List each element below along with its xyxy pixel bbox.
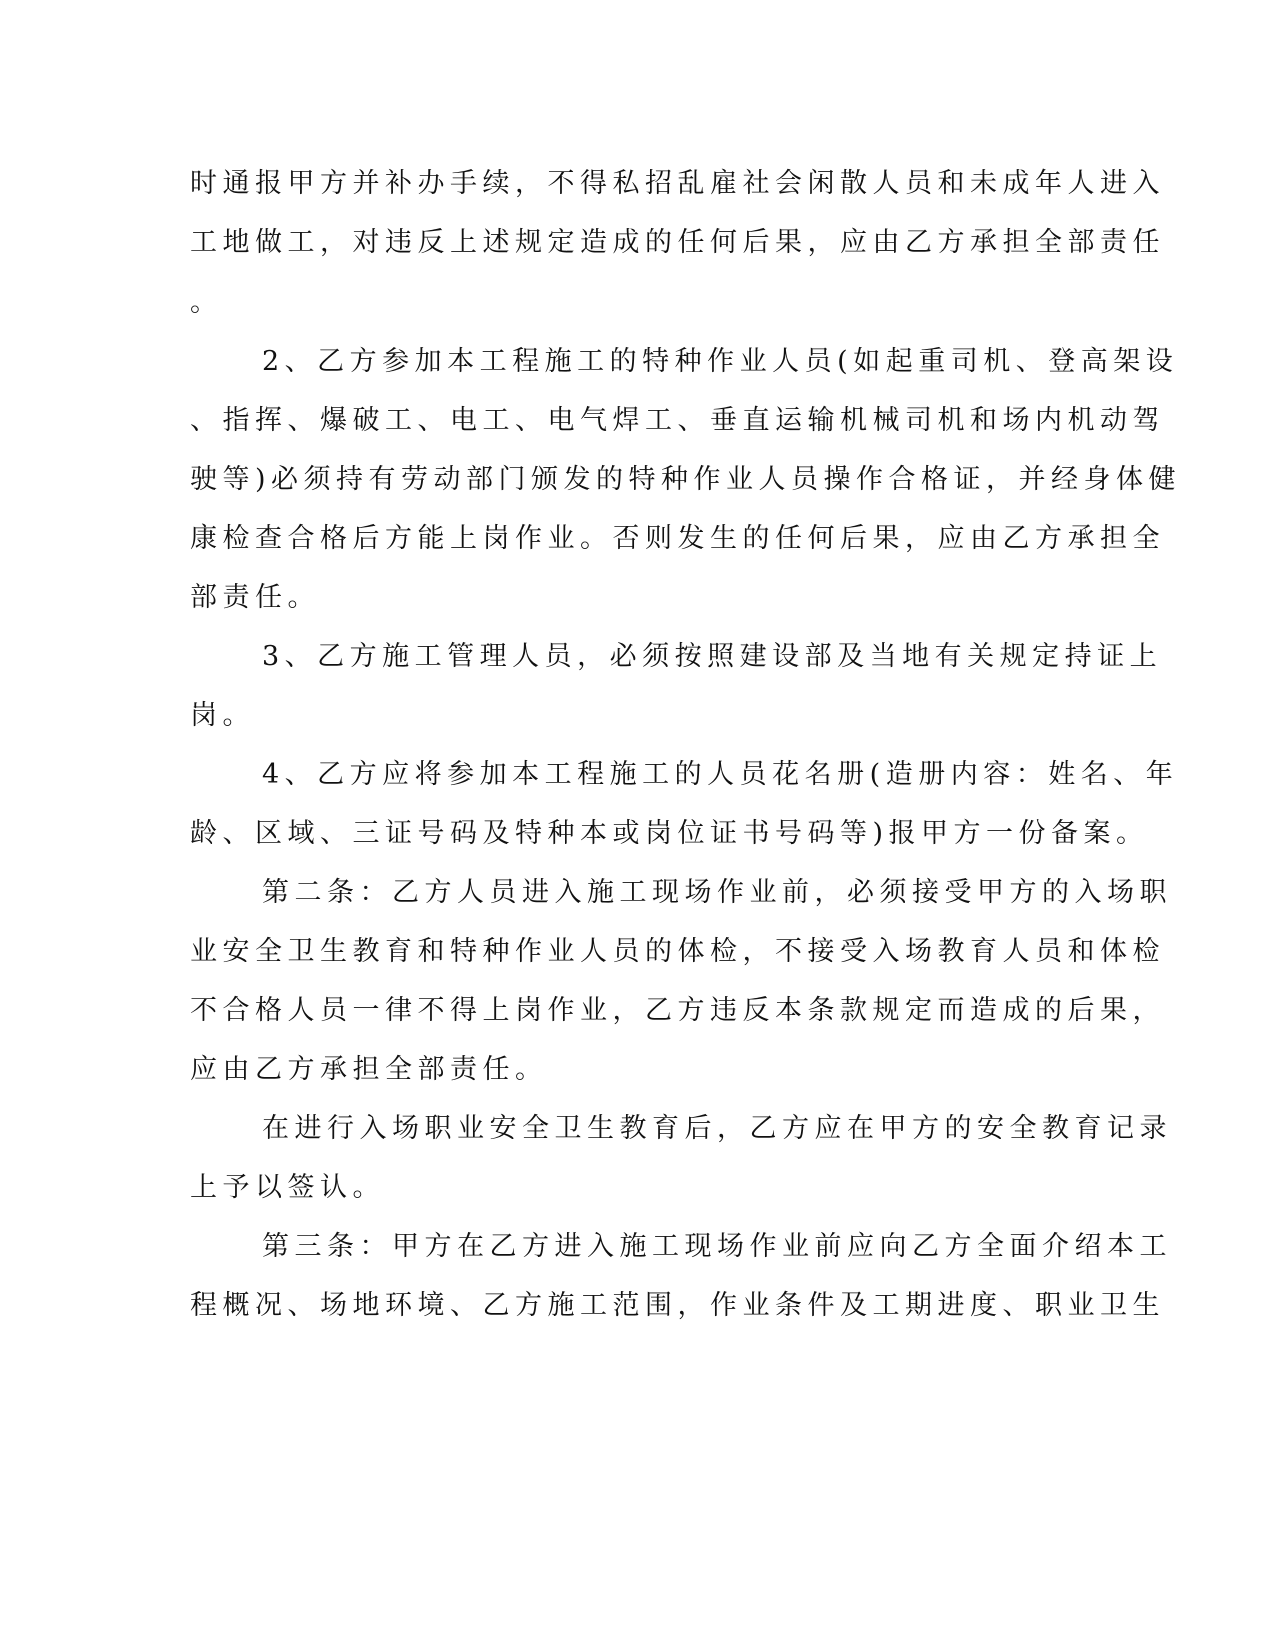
- text-line: 工地做工，对违反上述规定造成的任何后果，应由乙方承担全部责任: [190, 227, 1165, 258]
- text-line: 康检查合格后方能上岗作业。否则发生的任何后果，应由乙方承担全: [190, 523, 1165, 554]
- text-line: 、指挥、爆破工、电工、电气焊工、垂直运输机械司机和场内机动驾: [190, 405, 1165, 436]
- text-line: 。: [190, 287, 223, 318]
- text-line: 4、乙方应将参加本工程施工的人员花名册(造册内容：姓名、年: [262, 759, 1179, 790]
- text-line: 部责任。: [190, 582, 320, 613]
- text-line: 上予以签认。: [190, 1172, 385, 1203]
- text-line: 第三条：甲方在乙方进入施工现场作业前应向乙方全面介绍本工: [262, 1231, 1172, 1262]
- text-line: 龄、区域、三证号码及特种本或岗位证书号码等)报甲方一份备案。: [190, 818, 1149, 849]
- text-line: 时通报甲方并补办手续，不得私招乱雇社会闲散人员和未成年人进入: [190, 168, 1165, 199]
- text-line: 程概况、场地环境、乙方施工范围，作业条件及工期进度、职业卫生: [190, 1290, 1165, 1321]
- text-line: 不合格人员一律不得上岗作业，乙方违反本条款规定而造成的后果，: [190, 995, 1165, 1026]
- text-line: 第二条：乙方人员进入施工现场作业前，必须接受甲方的入场职: [262, 877, 1172, 908]
- text-line: 应由乙方承担全部责任。: [190, 1054, 548, 1085]
- text-line: 岗。: [190, 700, 255, 731]
- text-line: 业安全卫生教育和特种作业人员的体检，不接受入场教育人员和体检: [190, 936, 1165, 967]
- text-line: 3、乙方施工管理人员，必须按照建设部及当地有关规定持证上: [262, 641, 1163, 672]
- text-line: 2、乙方参加本工程施工的特种作业人员(如起重司机、登高架设: [262, 346, 1179, 377]
- text-line: 驶等)必须持有劳动部门颁发的特种作业人员操作合格证，并经身体健: [190, 464, 1182, 495]
- text-line: 在进行入场职业安全卫生教育后，乙方应在甲方的安全教育记录: [262, 1113, 1172, 1144]
